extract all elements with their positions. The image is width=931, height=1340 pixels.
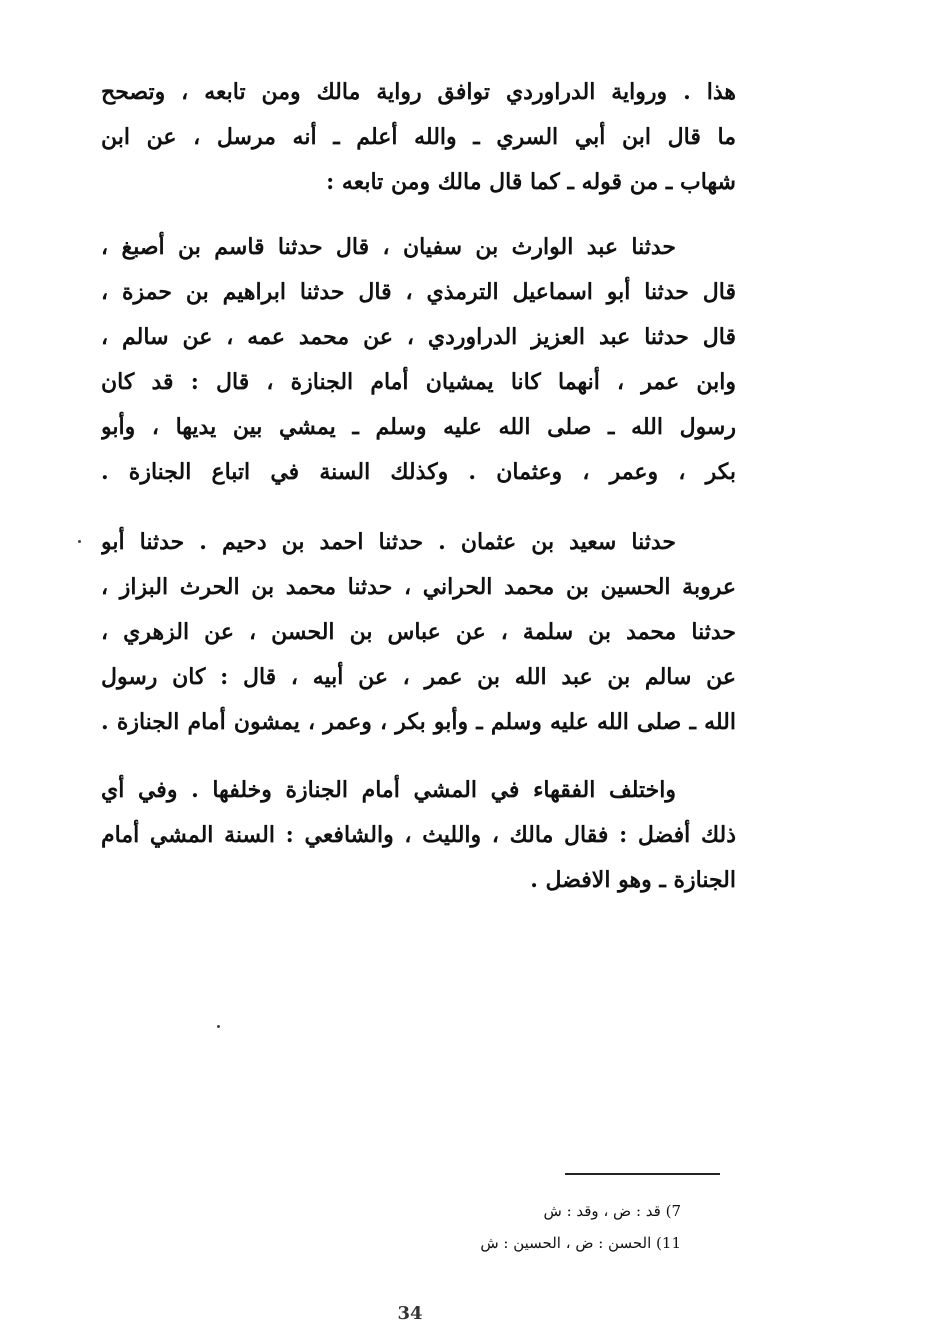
text-line: عن سالم بن عبد الله بن عمر ، عن أبيه ، قال : كان رسول (101, 664, 736, 690)
footnotes (480, 1195, 681, 1259)
text-line: ما قال ابن أبي السري ـ والله أعلم ـ أنه مرسل ، عن ابن (101, 124, 736, 150)
scan-speck (217, 1025, 220, 1028)
text-line: قال حدثنا أبو اسماعيل الترمذي ، قال حدثنا ابراهيم بن حمزة ، (101, 279, 736, 305)
paragraph-4 (101, 768, 736, 903)
text-line: عروبة الحسين بن محمد الحراني ، حدثنا محمد بن الحرث البزاز ، (101, 574, 736, 600)
footnote-11: 11) الحسن : ض ، الحسين : ش (480, 1234, 681, 1252)
text-line: حدثنا سعيد بن عثمان . حدثنا احمد بن دحيم . حدثنا أبو (101, 529, 676, 555)
text-line: رسول الله ـ صلى الله عليه وسلم ـ يمشي بين يديها ، وأبو (101, 414, 736, 440)
paragraph-1 (101, 70, 736, 205)
text-line: وابن عمر ، أنهما كانا يمشيان أمام الجنازة ، قال : قد كان (101, 369, 736, 395)
paragraph-3 (101, 520, 736, 745)
footnote-7: 7) قد : ض ، وقد : ش (543, 1202, 681, 1220)
paragraph-2 (101, 225, 736, 495)
text-line: هذا . ورواية الدراوردي توافق رواية مالك ومن تابعه ، وتصحح (101, 79, 736, 105)
footnote-separator (565, 1173, 720, 1175)
text-line: شهاب ـ من قوله ـ كما قال مالك ومن تابعه : (326, 169, 736, 195)
text-line: واختلف الفقهاء في المشي أمام الجنازة وخلفها . وفي أي (101, 777, 676, 803)
text-line: حدثنا محمد بن سلمة ، عن عباس بن الحسن ، عن الزهري ، (101, 619, 736, 645)
text-line: الله ـ صلى الله عليه وسلم ـ وأبو بكر ، وعمر ، يمشون أمام الجنازة . (101, 709, 736, 735)
page-number: 34 (397, 1303, 423, 1324)
text-line: الجنازة ـ وهو الافضل . (530, 867, 736, 893)
text-line: بكر ، وعمر ، وعثمان . وكذلك السنة في اتباع الجنازة . (101, 459, 736, 485)
scan-speck (78, 540, 81, 543)
text-line: قال حدثنا عبد العزيز الدراوردي ، عن محمد عمه ، عن سالم ، (101, 324, 736, 350)
text-line: حدثنا عبد الوارث بن سفيان ، قال حدثنا قاسم بن أصبغ ، (101, 234, 676, 260)
text-line: ذلك أفضل : فقال مالك ، والليث ، والشافعي : السنة المشي أمام (101, 822, 736, 848)
